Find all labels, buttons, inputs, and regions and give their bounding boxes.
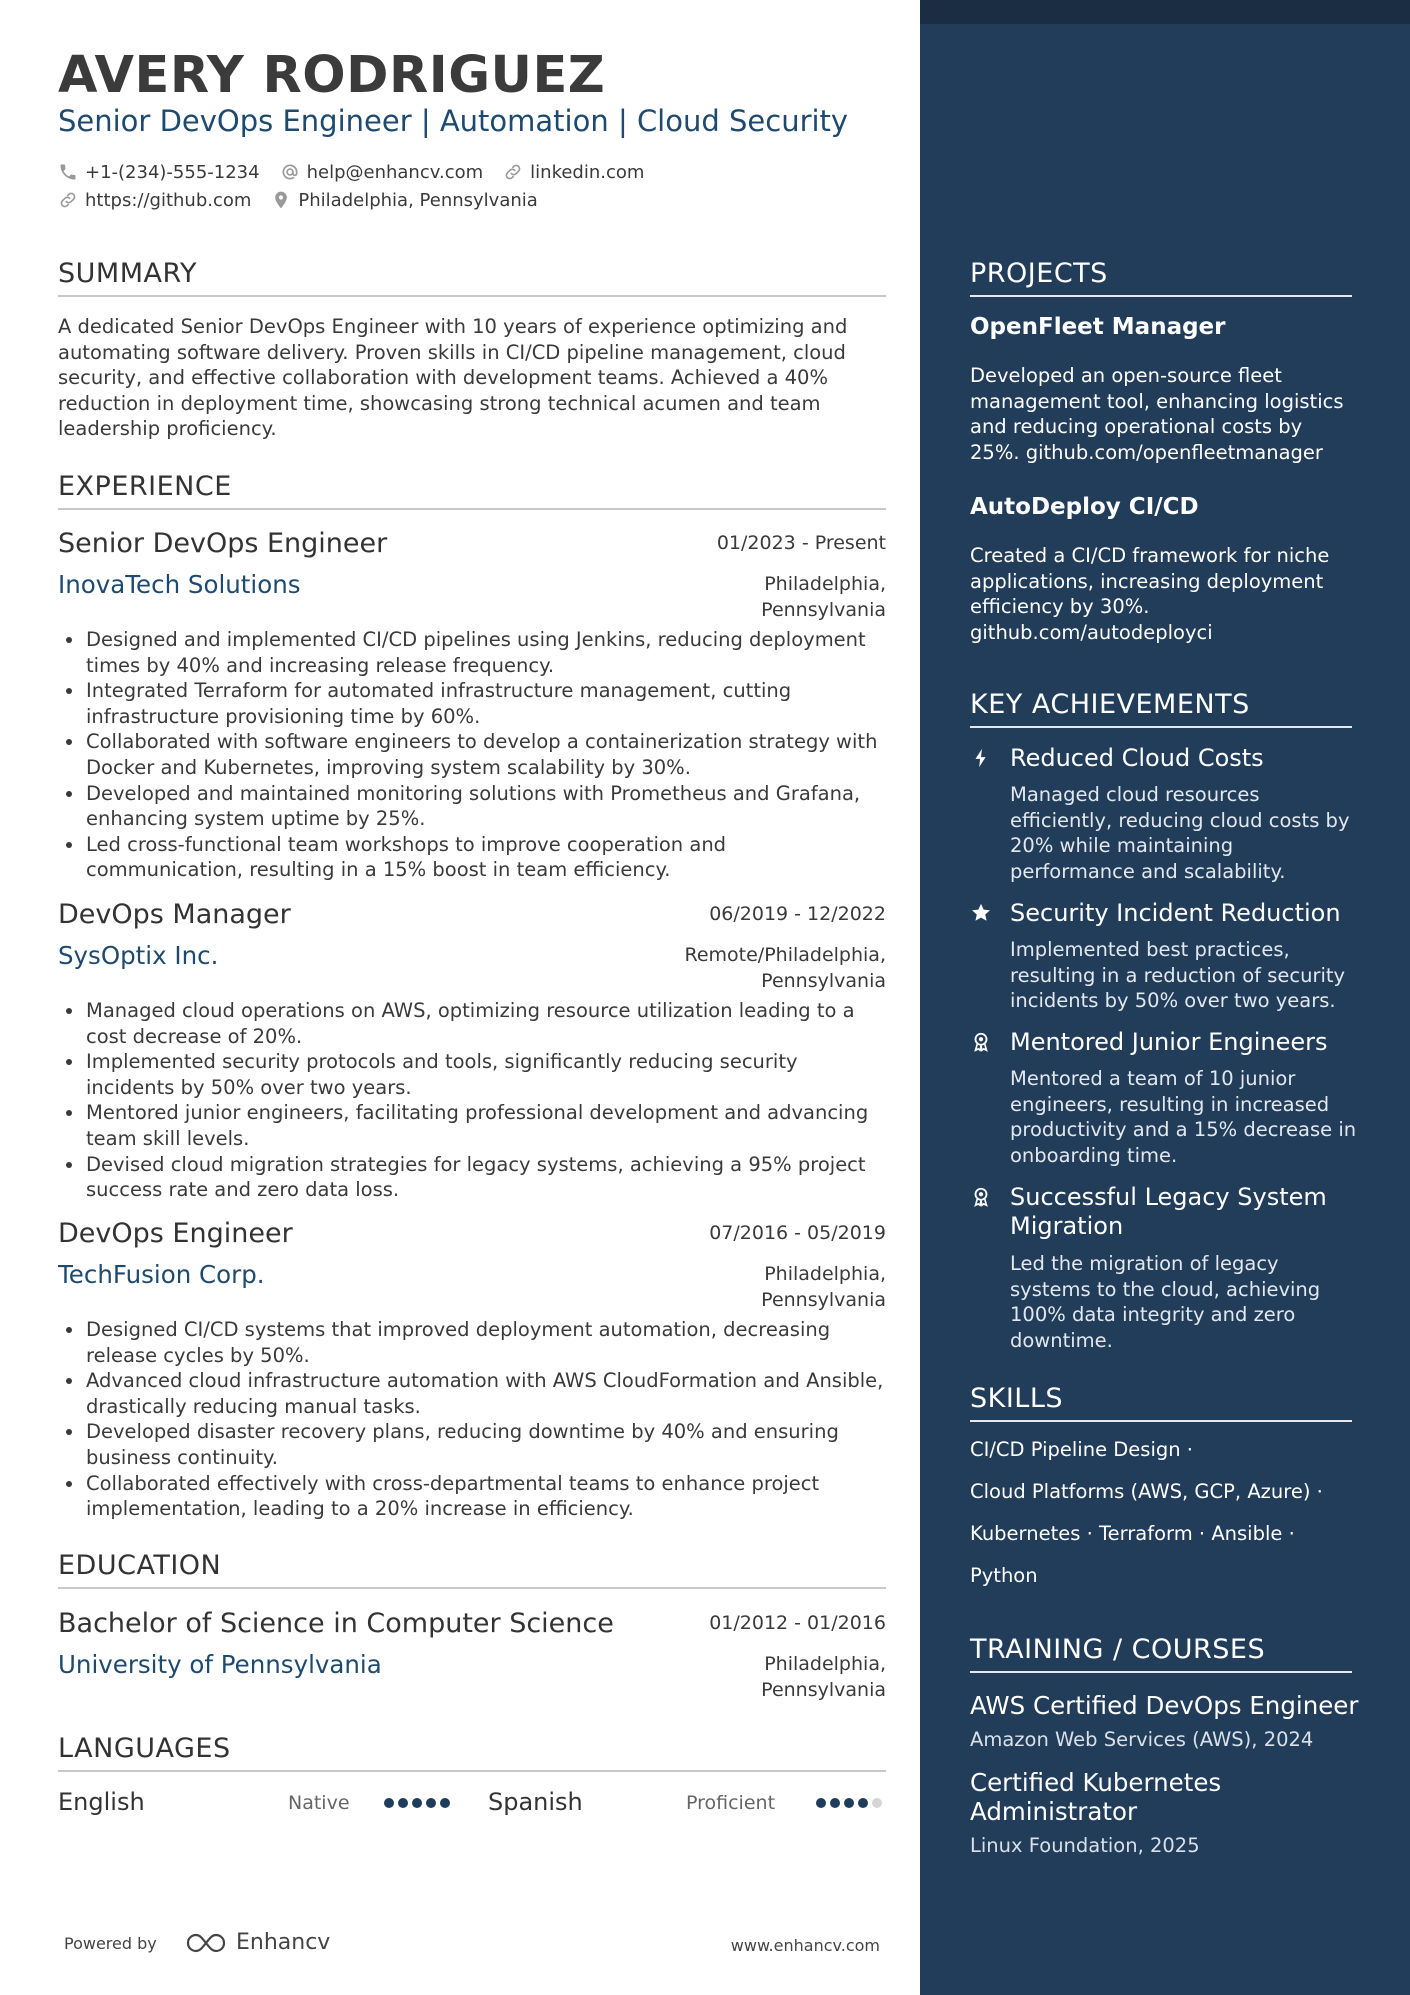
summary-section bbox=[58, 258, 886, 297]
training-heading: TRAINING / COURSES bbox=[970, 1634, 1352, 1673]
rating-dot-filled bbox=[440, 1798, 450, 1808]
job-bullets bbox=[58, 627, 886, 883]
email-text[interactable]: help@enhancv.com bbox=[306, 161, 484, 183]
bullet-item: Implemented security protocols and tools, significantly reducing security incidents by 50% over two years. bbox=[58, 1049, 886, 1100]
link-icon bbox=[503, 162, 523, 182]
skill-label: Terraform bbox=[1099, 1522, 1193, 1545]
rating-dot-filled bbox=[384, 1798, 394, 1808]
sidebar bbox=[920, 0, 1410, 1995]
bullet-item: Collaborated effectively with cross-departmental teams to enhance project implementation, leading to a 20% increase in efficiency. bbox=[58, 1471, 886, 1522]
summary-heading: SUMMARY bbox=[58, 258, 886, 297]
enhancv-logo-icon bbox=[184, 1931, 230, 1955]
rating-dot-filled bbox=[426, 1798, 436, 1808]
job-location-line: Pennsylvania bbox=[761, 598, 886, 621]
enhancv-brand: Enhancv bbox=[236, 1930, 331, 1955]
job-location-line: Remote/Philadelphia, bbox=[684, 944, 886, 966]
contact-location bbox=[271, 190, 537, 211]
project-description: Developed an open-source fleet management tool, enhancing logistics and reducing operational costs by 25%. github.com/openfleetmanager bbox=[970, 364, 1344, 464]
job-bullets bbox=[58, 998, 886, 1203]
rating-dot-filled bbox=[830, 1798, 840, 1808]
language-level: Proficient bbox=[686, 1792, 776, 1814]
rating-dot-filled bbox=[844, 1798, 854, 1808]
summary-text: A dedicated Senior DevOps Engineer with 10 years of experience optimizing and automating software delivery. Proven skills in CI/CD pipeline management, cloud security, and effective collaboration with development teams. Achieved a 40% reduction in deployment time, showcasing strong technical acumen and team leadership proficiency. bbox=[58, 315, 848, 441]
achievement-item bbox=[970, 899, 1360, 1014]
language-level: Native bbox=[288, 1792, 350, 1814]
education-date: 01/2012 - 01/2016 bbox=[709, 1612, 886, 1634]
training-name: Certified Kubernetes Administrator bbox=[970, 1768, 1222, 1826]
lightning-icon bbox=[970, 747, 992, 769]
footer bbox=[64, 1930, 880, 1960]
achievement-description: Managed cloud resources efficiently, reducing cloud costs by 20% while maintaining performance and scalability. bbox=[1010, 783, 1350, 883]
language-name: English bbox=[58, 1788, 145, 1816]
education-heading: EDUCATION bbox=[58, 1550, 886, 1589]
rating-dot-filled bbox=[412, 1798, 422, 1808]
achievement-item bbox=[970, 1183, 1360, 1353]
award-icon bbox=[970, 1186, 992, 1208]
job-location-line: Philadelphia, bbox=[764, 1263, 886, 1285]
languages-heading: LANGUAGES bbox=[58, 1733, 886, 1772]
job-location-line: Pennsylvania bbox=[761, 1288, 886, 1311]
language-rating bbox=[816, 1798, 882, 1808]
project-item bbox=[970, 314, 1352, 465]
achievement-title: Security Incident Reduction bbox=[1010, 899, 1341, 927]
achievement-description: Implemented best practices, resulting in a reduction of security incidents by 50% over two years. bbox=[1010, 938, 1346, 1013]
star-icon bbox=[970, 902, 992, 924]
achievements-heading: KEY ACHIEVEMENTS bbox=[970, 689, 1352, 728]
job-location bbox=[761, 572, 886, 623]
projects-section bbox=[970, 258, 1352, 297]
skill-label: Cloud Platforms (AWS, GCP, Azure) bbox=[970, 1480, 1311, 1503]
skill-tag: CI/CD Pipeline Design · bbox=[970, 1438, 1194, 1461]
location-pin-icon bbox=[271, 190, 291, 210]
bullet-item: Developed disaster recovery plans, reducing downtime by 40% and ensuring business continuity. bbox=[58, 1419, 886, 1470]
headline: Senior DevOps Engineer | Automation | Cloud Security bbox=[58, 104, 849, 138]
training-section bbox=[970, 1634, 1352, 1673]
job-location bbox=[684, 943, 886, 994]
powered-by-label: Powered by bbox=[64, 1934, 157, 1953]
achievement-item bbox=[970, 744, 1360, 884]
bullet-item: Led cross-functional team workshops to improve cooperation and communication, resulting in a 15% boost in team efficiency. bbox=[58, 832, 886, 883]
rating-dot-filled bbox=[816, 1798, 826, 1808]
job-location bbox=[761, 1262, 886, 1313]
phone-text: +1-(234)-555-1234 bbox=[85, 161, 260, 183]
achievements-section bbox=[970, 689, 1352, 728]
job-location-line: Pennsylvania bbox=[761, 969, 886, 992]
footer-url[interactable]: www.enhancv.com bbox=[730, 1936, 880, 1955]
sidebar-top-band bbox=[920, 0, 1410, 24]
location-text: Philadelphia, Pennsylvania bbox=[298, 189, 538, 211]
job-date: 01/2023 - Present bbox=[716, 532, 886, 554]
languages-section bbox=[58, 1733, 886, 1772]
phone-icon bbox=[58, 162, 78, 182]
job-date: 06/2019 - 12/2022 bbox=[709, 903, 886, 925]
skill-label: Kubernetes bbox=[970, 1522, 1081, 1545]
bullet-item: Mentored junior engineers, facilitating professional development and advancing team skill levels. bbox=[58, 1100, 886, 1151]
experience-heading: EXPERIENCE bbox=[58, 471, 886, 510]
skill-tag: Cloud Platforms (AWS, GCP, Azure) · bbox=[970, 1480, 1323, 1503]
education-location-line: Pennsylvania bbox=[761, 1678, 886, 1701]
contact-github[interactable] bbox=[58, 190, 251, 211]
projects-heading: PROJECTS bbox=[970, 258, 1352, 297]
achievement-description: Led the migration of legacy systems to the cloud, achieving 100% data integrity and zero downtime. bbox=[1010, 1252, 1321, 1352]
job-company: TechFusion Corp. bbox=[58, 1260, 265, 1289]
job-title: Senior DevOps Engineer bbox=[58, 528, 388, 559]
languages-row bbox=[58, 1788, 886, 1820]
bullet-item: Designed CI/CD systems that improved deployment automation, decreasing release cycles by 50%. bbox=[58, 1317, 886, 1368]
job-company: InovaTech Solutions bbox=[58, 570, 301, 599]
skills-heading: SKILLS bbox=[970, 1383, 1352, 1422]
achievement-title: Successful Legacy System Migration bbox=[1010, 1183, 1327, 1240]
skill-label: Ansible bbox=[1211, 1522, 1283, 1545]
achievement-title: Mentored Junior Engineers bbox=[1010, 1028, 1328, 1056]
enhancv-logo[interactable] bbox=[184, 1930, 330, 1955]
education-location bbox=[761, 1652, 886, 1703]
skill-label: Python bbox=[970, 1564, 1038, 1587]
bullet-item: Designed and implemented CI/CD pipelines using Jenkins, reducing deployment times by 40% and increasing release frequency. bbox=[58, 627, 886, 678]
bullet-item: Collaborated with software engineers to develop a containerization strategy with Docker and Kubernetes, improving system scalability by 30%. bbox=[58, 729, 886, 780]
job-location-line: Philadelphia, bbox=[764, 573, 886, 595]
job-title: DevOps Engineer bbox=[58, 1218, 293, 1249]
education-section bbox=[58, 1550, 886, 1589]
github-text[interactable]: https://github.com bbox=[85, 189, 252, 211]
language-name: Spanish bbox=[488, 1788, 583, 1816]
project-name: OpenFleet Manager bbox=[970, 314, 1226, 340]
language-rating bbox=[384, 1798, 450, 1808]
training-provider: Amazon Web Services (AWS), 2024 bbox=[970, 1728, 1314, 1751]
at-icon bbox=[280, 162, 300, 182]
training-name: AWS Certified DevOps Engineer bbox=[970, 1691, 1359, 1720]
contact-email[interactable] bbox=[280, 162, 484, 183]
candidate-name: AVERY RODRIGUEZ bbox=[58, 46, 606, 105]
job-date: 07/2016 - 05/2019 bbox=[709, 1222, 886, 1244]
job-title: DevOps Manager bbox=[58, 899, 291, 930]
rating-dot-empty bbox=[872, 1798, 882, 1808]
contact-phone bbox=[58, 162, 260, 183]
bullet-item: Developed and maintained monitoring solutions with Prometheus and Grafana, enhancing system uptime by 25%. bbox=[58, 781, 886, 832]
skill-tag-group: Kubernetes · Terraform · Ansible · bbox=[970, 1522, 1295, 1545]
skill-tag bbox=[970, 1564, 1038, 1587]
degree: Bachelor of Science in Computer Science bbox=[58, 1608, 614, 1639]
project-description: Created a CI/CD framework for niche applications, increasing deployment efficiency by 30%. github.com/autodeployci bbox=[970, 544, 1330, 644]
project-name: AutoDeploy CI/CD bbox=[970, 494, 1199, 520]
achievement-description: Mentored a team of 10 junior engineers, resulting in increased productivity and a 15% decrease in onboarding time. bbox=[1010, 1067, 1357, 1167]
project-item bbox=[970, 494, 1352, 645]
bullet-item: Managed cloud operations on AWS, optimizing resource utilization leading to a cost decrease of 20%. bbox=[58, 998, 886, 1049]
bullet-item: Integrated Terraform for automated infrastructure management, cutting infrastructure provisioning time by 60%. bbox=[58, 678, 886, 729]
education-location-line: Philadelphia, bbox=[764, 1653, 886, 1675]
contact-linkedin[interactable] bbox=[503, 162, 644, 183]
training-provider: Linux Foundation, 2025 bbox=[970, 1834, 1200, 1857]
job-company: SysOptix Inc. bbox=[58, 941, 219, 970]
rating-dot-filled bbox=[858, 1798, 868, 1808]
rating-dot-filled bbox=[398, 1798, 408, 1808]
linkedin-text[interactable]: linkedin.com bbox=[530, 161, 645, 183]
bullet-item: Advanced cloud infrastructure automation with AWS CloudFormation and Ansible, drastically reducing manual tasks. bbox=[58, 1368, 886, 1419]
achievement-title: Reduced Cloud Costs bbox=[1010, 744, 1264, 772]
school: University of Pennsylvania bbox=[58, 1650, 382, 1679]
skills-section bbox=[970, 1383, 1352, 1422]
achievement-item bbox=[970, 1028, 1360, 1168]
link-icon bbox=[58, 190, 78, 210]
bullet-item: Devised cloud migration strategies for legacy systems, achieving a 95% project success rate and zero data loss. bbox=[58, 1152, 886, 1203]
contact-info bbox=[58, 158, 898, 214]
job-bullets bbox=[58, 1317, 886, 1522]
experience-section bbox=[58, 471, 886, 510]
award-icon bbox=[970, 1031, 992, 1053]
skill-label: CI/CD Pipeline Design bbox=[970, 1438, 1181, 1461]
